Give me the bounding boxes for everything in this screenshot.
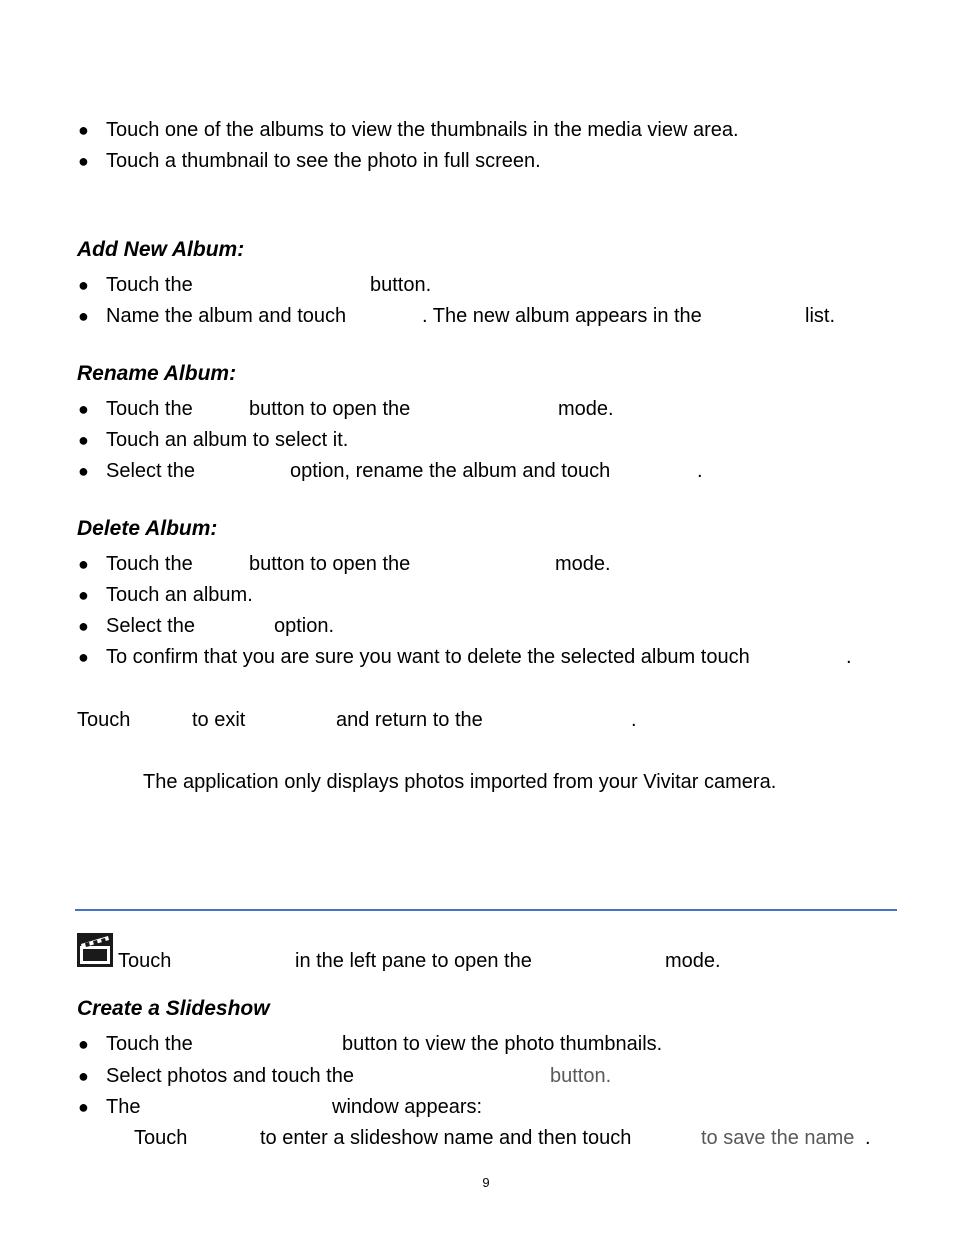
- text: .: [846, 646, 852, 668]
- text: in the left pane to open the: [295, 950, 532, 972]
- text: Touch the: [106, 1033, 193, 1055]
- bullet: ●: [78, 306, 89, 326]
- page-number: 9: [482, 1175, 490, 1190]
- text: To confirm that you are sure you want to delete the selected album touch: [106, 646, 750, 668]
- bullet-text: Touch one of the albums to view the thumbnails in the media view area.: [106, 119, 739, 141]
- text: window appears:: [332, 1096, 483, 1118]
- text: Touch an album to select it.: [106, 429, 349, 451]
- text: Touch: [134, 1127, 188, 1149]
- text: .: [697, 460, 703, 482]
- text: Select photos and touch the: [106, 1065, 354, 1087]
- text: Touch: [118, 950, 172, 972]
- text: Touch an album.: [106, 584, 253, 606]
- sub-step: [0, 1123, 954, 1153]
- list-item: [0, 115, 954, 145]
- text: Name the album and touch: [106, 305, 347, 327]
- text: mode.: [665, 950, 721, 972]
- bullet: ●: [78, 1034, 89, 1054]
- text: Touch the: [106, 553, 193, 575]
- text: option, rename the album and touch: [290, 460, 611, 482]
- bullet: ●: [78, 430, 89, 450]
- list-item: [0, 456, 954, 486]
- bullet: ●: [78, 647, 89, 667]
- text: button to view the photo thumbnails.: [342, 1033, 663, 1055]
- list-item: [0, 425, 954, 455]
- bullet: ●: [78, 151, 89, 171]
- text: .: [865, 1127, 871, 1149]
- bullet-text: Touch a thumbnail to see the photo in full screen.: [106, 150, 541, 172]
- text: option.: [274, 615, 335, 637]
- list-item: [0, 549, 954, 579]
- rename-album-heading: Rename Album:: [77, 362, 237, 385]
- bullet: ●: [78, 1097, 89, 1117]
- list-item: [0, 1092, 954, 1122]
- list-item: [0, 270, 954, 300]
- text: mode.: [558, 398, 614, 420]
- text: . The new album appears in the: [422, 305, 702, 327]
- bullet: ●: [78, 399, 89, 419]
- text: Touch: [77, 709, 131, 731]
- bullet: ●: [78, 1066, 89, 1086]
- note: [0, 767, 954, 797]
- list-item: [0, 580, 954, 610]
- delete-album-heading: Delete Album:: [77, 517, 218, 540]
- text: button.: [370, 274, 432, 296]
- bullet: ●: [78, 585, 89, 605]
- add-album-heading: Add New Album:: [77, 238, 245, 261]
- note-text: The application only displays photos imported from your Vivitar camera.: [143, 771, 777, 793]
- text: button to open the: [249, 398, 411, 420]
- text: to exit: [192, 709, 246, 731]
- list-item: [0, 301, 954, 331]
- create-slideshow-heading: Create a Slideshow: [77, 997, 270, 1020]
- text: .: [631, 709, 637, 731]
- bullet: ●: [78, 554, 89, 574]
- text: to enter a slideshow name and then touch: [260, 1127, 632, 1149]
- section-divider: [75, 909, 897, 911]
- bullet: ●: [78, 120, 89, 140]
- bullet: ●: [78, 461, 89, 481]
- list-item: [0, 1061, 954, 1091]
- text: list.: [805, 305, 835, 327]
- list-item: [0, 146, 954, 176]
- text: Select the: [106, 460, 195, 482]
- text: Select the: [106, 615, 195, 637]
- text: to save the name: [701, 1127, 855, 1149]
- text: mode.: [555, 553, 611, 575]
- text: and return to the: [336, 709, 483, 731]
- text: button to open the: [249, 553, 411, 575]
- text: The: [106, 1096, 141, 1118]
- bullet: ●: [78, 616, 89, 636]
- text: Touch the: [106, 274, 193, 296]
- list-item: [0, 642, 954, 672]
- list-item: [0, 1029, 954, 1059]
- bullet: ●: [78, 275, 89, 295]
- text: Touch the: [106, 398, 193, 420]
- list-item: [0, 611, 954, 641]
- slideshow-intro: [0, 946, 954, 976]
- list-item: [0, 394, 954, 424]
- exit-paragraph: [0, 705, 954, 735]
- text: button.: [550, 1065, 612, 1087]
